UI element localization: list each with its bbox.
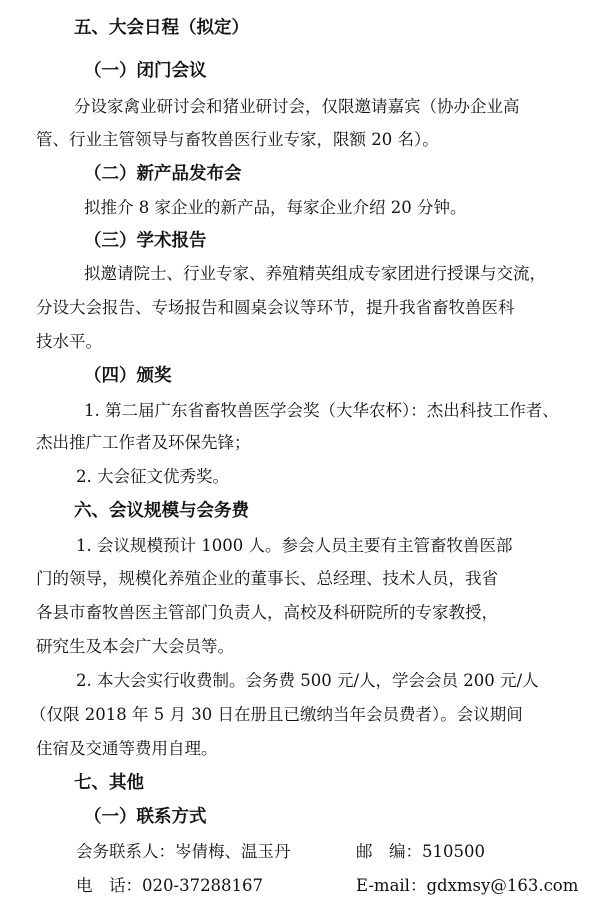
paragraph-line: 管、行业主管领导与畜牧兽医行业专家，限额 20 名）。: [36, 130, 439, 149]
paragraph-line: 分设大会报告、专场报告和圆桌会议等环节，提升我省畜牧兽医科: [36, 298, 515, 317]
section-5-sub-4-heading: （四）颁奖: [84, 366, 172, 386]
phone-number: 电 话：020-37288167: [76, 876, 264, 895]
paragraph-line: 1. 会议规模预计 1000 人。参会人员主要有主管畜牧兽医部: [76, 536, 513, 555]
paragraph-line: 拟推介 8 家企业的新产品，每家企业介绍 20 分钟。: [84, 198, 467, 217]
paragraph-line: 分设家禽业研讨会和猪业研讨会，仅限邀请嘉宾（协办企业高: [74, 97, 520, 116]
section-7-heading: 七、其他: [74, 773, 144, 793]
section-6-heading: 六、会议规模与会务费: [74, 501, 249, 521]
section-5-sub-2-heading: （二）新产品发布会: [84, 164, 242, 184]
paragraph-line: 2. 大会征文优秀奖。: [76, 467, 229, 486]
paragraph-line: 门的领导，规模化养殖企业的董事长、总经理、技术人员，我省: [36, 569, 498, 588]
paragraph-line: 技水平。: [36, 332, 102, 351]
paragraph-line: （仅限 2018 年 5 月 30 日在册且已缴纳当年会员费者）。会议期间: [30, 705, 523, 724]
paragraph-line: 2. 本大会实行收费制。会务费 500 元/人，学会会员 200 元/人: [76, 671, 539, 690]
paragraph-line: 拟邀请院士、行业专家、养殖精英组成专家团进行授课与交流，: [84, 264, 546, 283]
section-5-heading: 五、大会日程（拟定）: [74, 18, 249, 38]
paragraph-line: 住宿及交通等费用自理。: [36, 739, 218, 758]
section-5-sub-3-heading: （三）学术报告: [84, 231, 207, 251]
paragraph-line: 1. 第二届广东省畜牧兽医学会奖（大华农杯）：杰出科技工作者、: [84, 401, 559, 420]
paragraph-line: 各县市畜牧兽医主管部门负责人，高校及科研院所的专家教授，: [36, 603, 498, 622]
section-5-sub-1-heading: （一）闭门会议: [84, 61, 207, 81]
paragraph-line: 研究生及本会广大会员等。: [36, 637, 234, 656]
paragraph-line: 杰出推广工作者及环保先锋；: [36, 433, 251, 452]
postcode: 邮 编：510500: [356, 842, 485, 861]
email-address: E-mail：gdxmsy@163.com: [356, 876, 579, 895]
section-7-sub-1-heading: （一）联系方式: [84, 807, 207, 827]
contact-person: 会务联系人：岑倩梅、温玉丹: [76, 842, 291, 861]
